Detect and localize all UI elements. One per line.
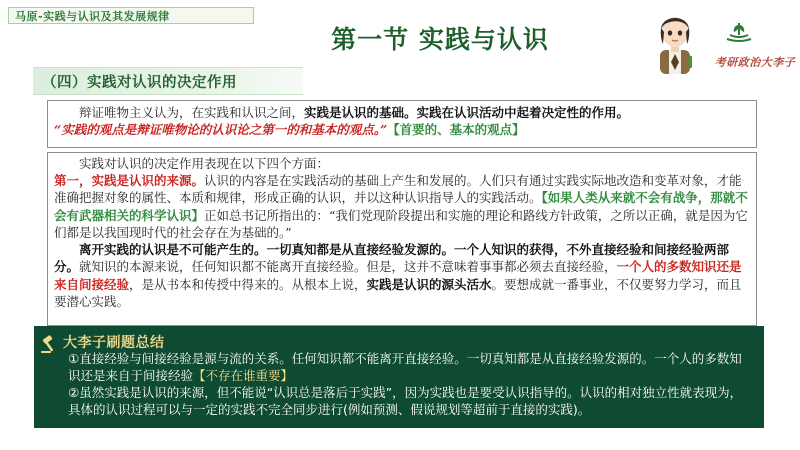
avatar: [647, 8, 703, 74]
direct-experience-emphasis: 离开实践的认识是不可能产生的。一切真知都是从直接经验发源的。一个人知识的获得，不外直接经验和间接经验两部分。: [54, 242, 730, 275]
summary-title: 大李子刷题总结: [63, 335, 165, 351]
quote-note: 【首要的、基本的观点】: [387, 122, 525, 138]
brand-emblem-icon: [723, 21, 755, 45]
brand-name: 考研政治大李子: [714, 56, 796, 69]
summary-item-1-text: ①直接经验与间接经验是源与流的关系。任何知识都不能离开直接经验。一切真知都是从直接经验发源的。一个人的多数知识还是来自于间接经验: [68, 351, 742, 383]
breadcrumb: 马原-实践与认识及其发展规律: [8, 7, 254, 24]
gavel-icon: [40, 334, 60, 354]
aspect-one-quote: 正如总书记所指出的：“我们党现阶段提出和实施的理论和路线方针政策，之所以正确，就是因为它们都是以我国现时代的社会存在为基础的。”: [54, 207, 748, 241]
indirect-experience-text: ，是从书本和传授中得来的。从根本上说，: [129, 276, 367, 292]
aspects-intro-line: [54, 155, 752, 172]
page-title: 第一节 实践与认识: [331, 25, 549, 54]
aspect-one-text: 认识的内容是在实践活动的基础上产生和发展的。人们只有通过实践实际地改造和变革对象，才能准确把握对象的属性、本质和规律，形成正确的认识，并以这种认识指导人的实践活动。: [54, 173, 742, 206]
aspect-one-example: 【如果人类从来就不会有战争，那就不会有武器相关的科学认识】: [54, 190, 748, 223]
aspects-intro: 实践对认识的决定作用表现在以下四个方面：: [79, 156, 330, 171]
aspect-one-paragraph: [54, 172, 752, 242]
indirect-experience-emphasis: 一个人的多数知识还是来自间接经验: [54, 259, 742, 292]
quote-text: “实践的观点是辩证唯物论的认识论之第一的和基本的观点。”: [54, 122, 388, 138]
summary-item-1: [68, 350, 753, 384]
summary-item-1-note: 【不存在谁重要】: [193, 368, 294, 383]
definition-emphasis: 实践是认识的基础。实践在认识活动中起着决定性的作用。: [304, 105, 630, 120]
direct-experience-text: 就知识的本源来说，任何知识都不能离开直接经验。但是，这并不意味着事事都必须去直接经验，: [79, 259, 617, 275]
direct-experience-paragraph: [54, 241, 752, 311]
practice-closing-text: 。要想成就一番事业，不仅要努力学习，而且要潜心实践。: [54, 276, 742, 310]
practice-source-emphasis: 实践是认识的源头活水: [366, 276, 492, 292]
definition-paragraph: [54, 104, 752, 139]
summary-item-2: ②虽然实践是认识的来源，但不能说“认识总是落后于实践”，因为实践也是要受认识指导的。认识的相对独立性就表现为，具体的认识过程可以与一定的实践不完全同步进行(例如预测、假说规划等超前于直接的实践)。: [68, 385, 743, 417]
definition-text: 辩证唯物主义认为，在实践和认识之间，: [79, 105, 305, 120]
section-title: （四）实践对认识的决定作用: [42, 75, 237, 91]
aspect-one-heading: 第一，实践是认识的来源。: [54, 173, 205, 188]
